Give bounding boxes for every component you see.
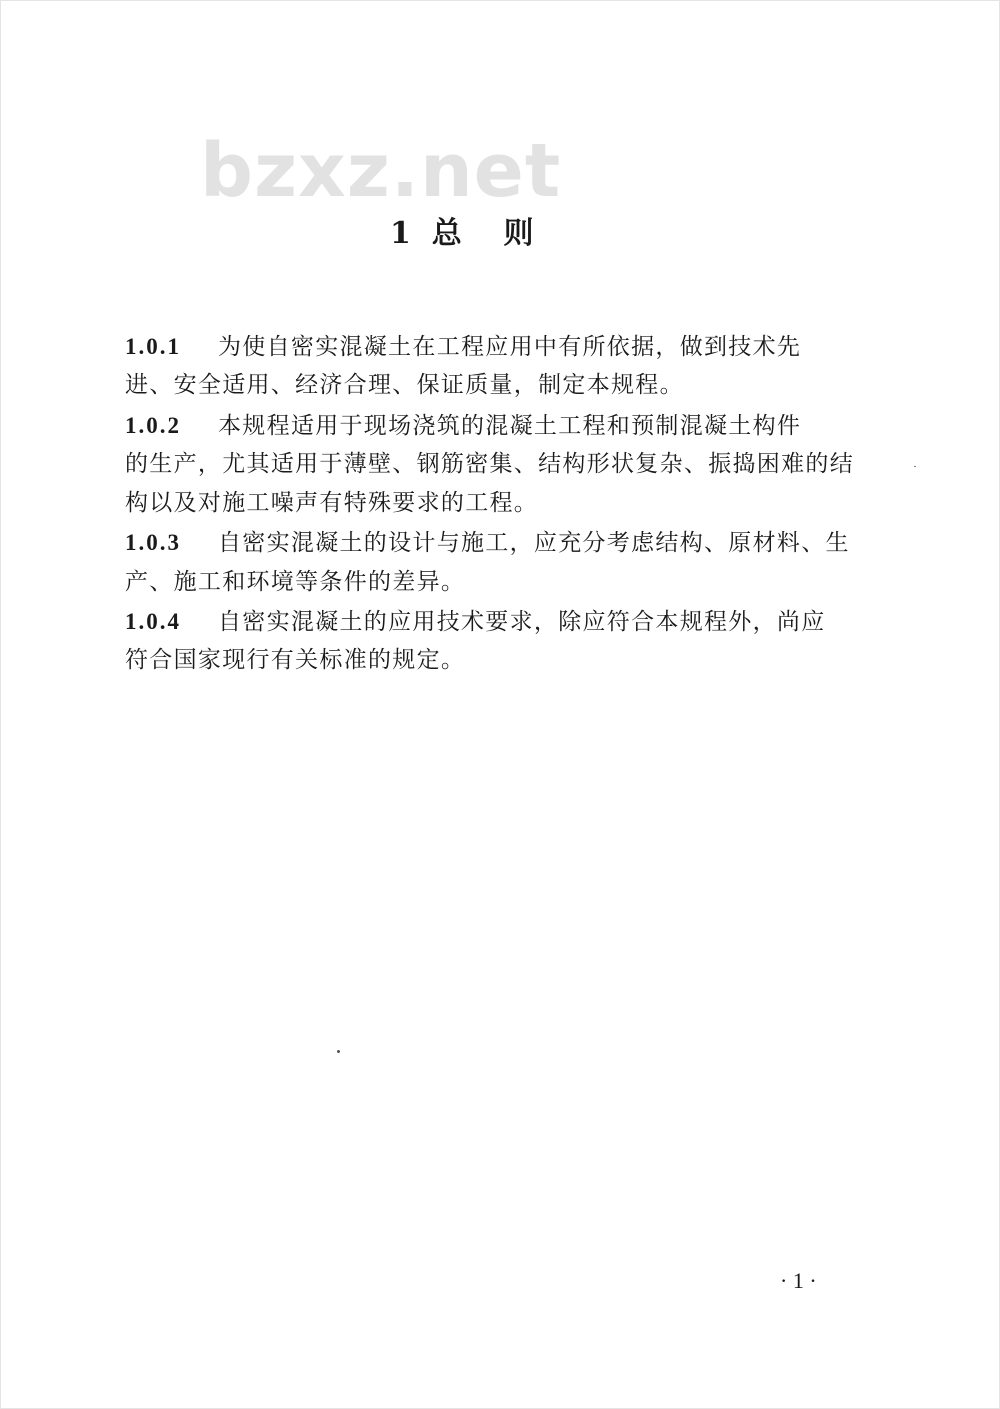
clause-text: 自密实混凝土的应用技术要求，除应符合本规程外，尚应 bbox=[218, 609, 826, 636]
clause-number: 1.0.2 bbox=[125, 412, 181, 438]
watermark: bzxz.net bbox=[200, 128, 562, 214]
page-number: · 1 · bbox=[780, 1268, 817, 1293]
chapter-title: 1 总 则 bbox=[390, 216, 534, 251]
clauses bbox=[125, 327, 865, 681]
clause-text: 自密实混凝土的设计与施工，应充分考虑结构、原材料、生 bbox=[218, 530, 850, 557]
scan-speck bbox=[914, 466, 916, 467]
clause-1-0-2 bbox=[125, 406, 865, 524]
clause-1-0-3 bbox=[125, 523, 865, 602]
scan-speck bbox=[337, 1050, 340, 1053]
clause-number: 1.0.3 bbox=[125, 530, 181, 556]
clause-text: 进、安全适用、经济合理、保证质量，制定本规程。 bbox=[125, 372, 684, 399]
clause-text: 为使自密实混凝土在工程应用中有所依据，做到技术先 bbox=[218, 334, 802, 360]
clause-text: 的生产，尤其适用于薄壁、钢筋密集、结构形状复杂、振捣困难的结 bbox=[125, 450, 854, 477]
clause-1-0-4 bbox=[125, 602, 865, 681]
clause-text: 产、施工和环境等条件的差异。 bbox=[125, 568, 466, 595]
clause-text: 符合国家现行有关标准的规定。 bbox=[125, 647, 466, 674]
clause-number: 1.0.4 bbox=[125, 609, 181, 635]
clause-number: 1.0.1 bbox=[125, 334, 181, 359]
clause-text: 构以及对施工噪声有特殊要求的工程。 bbox=[125, 490, 539, 517]
clause-1-0-1 bbox=[125, 327, 865, 406]
clause-text: 本规程适用于现场浇筑的混凝土工程和预制混凝土构件 bbox=[218, 412, 802, 439]
